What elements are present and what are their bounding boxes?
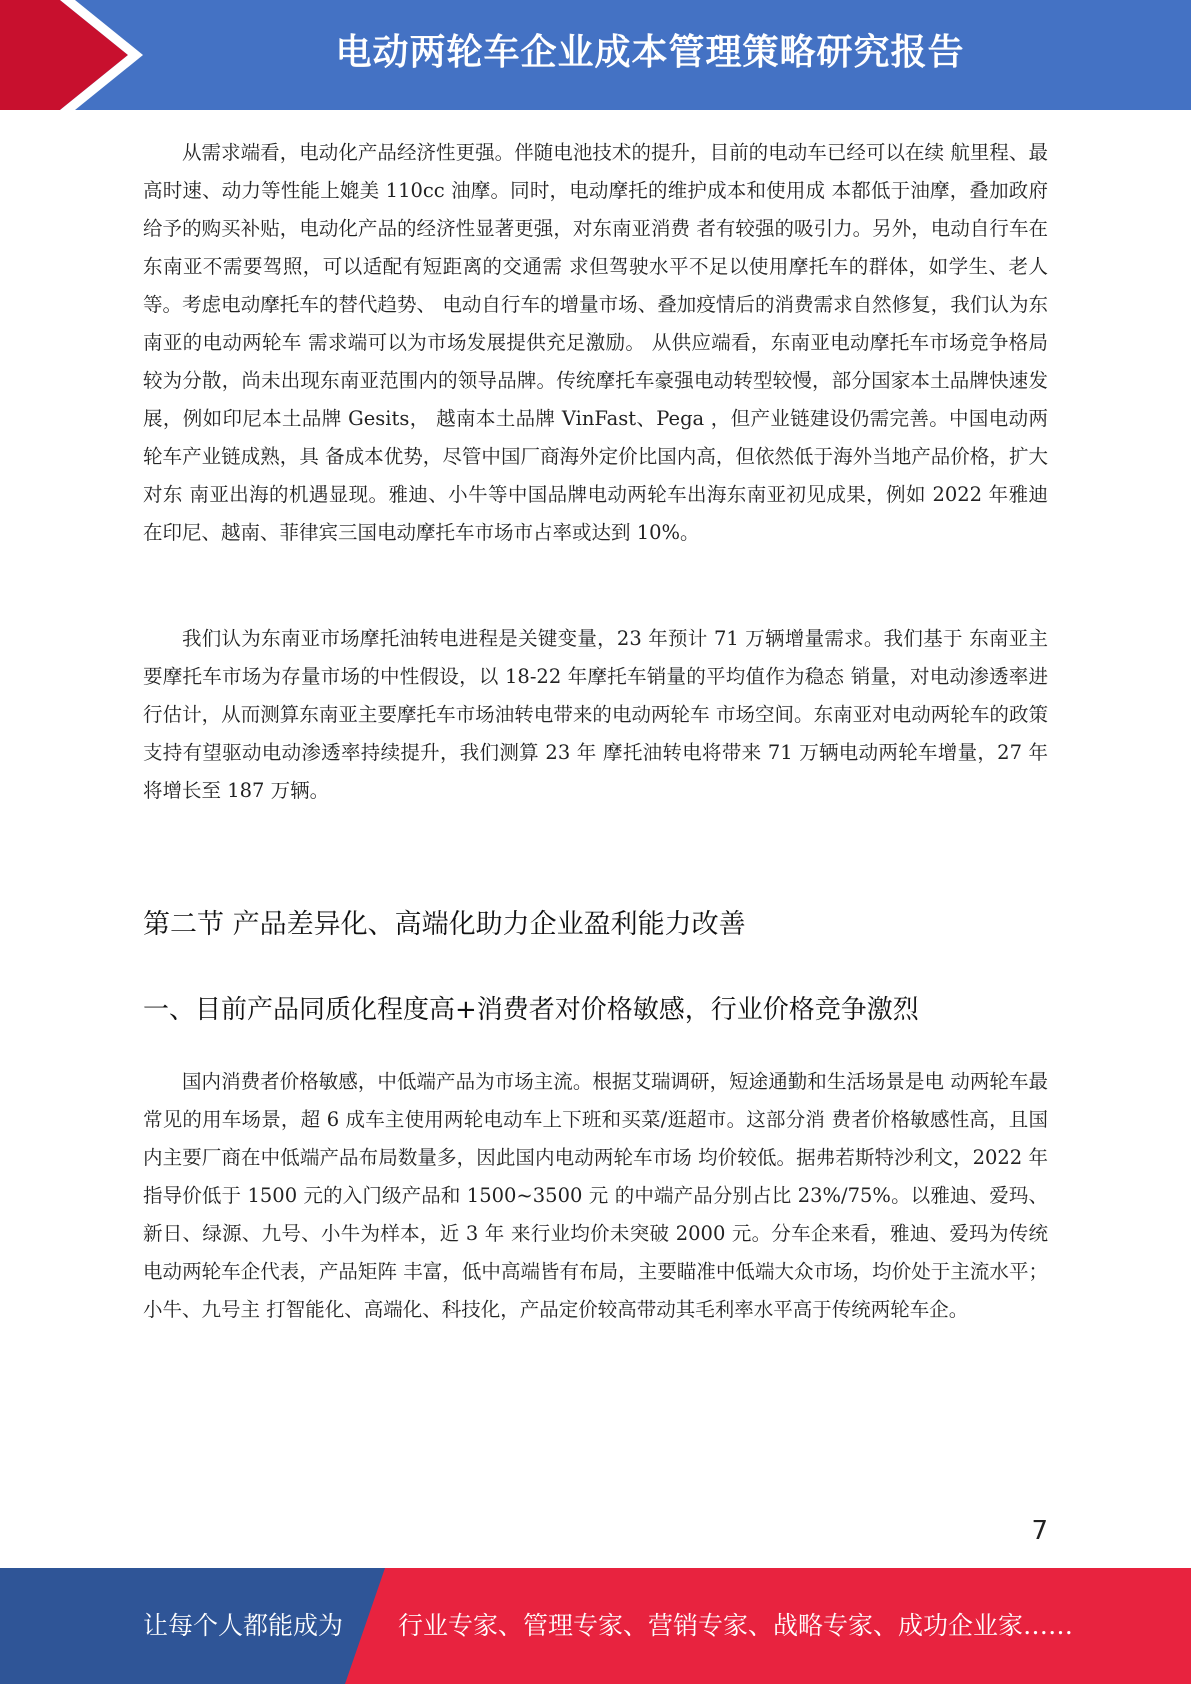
page-footer	[0, 1568, 1191, 1684]
subsection-heading: 一、目前产品同质化程度高+消费者对价格敏感，行业价格竞争激烈	[143, 995, 919, 1025]
report-title: 电动两轮车企业成本管理策略研究报告	[335, 32, 965, 73]
footer-slogan-left: 让每个人都能成为	[143, 1611, 344, 1640]
section-heading: 第二节 产品差异化、高端化助力企业盈利能力改善	[143, 909, 746, 940]
page-number: 7	[1031, 1516, 1048, 1546]
footer-slogan-right: 行业专家、管理专家、营销专家、战略专家、成功企业家……	[398, 1611, 1074, 1640]
page-header	[0, 0, 1191, 110]
paragraph-demand-supply: 从需求端看，电动化产品经济性更强。伴随电池技术的提升，目前的电动车已经可以在续 航里程、最高时速、动力等性能上媲美 110cc 油摩。同时，电动摩托的维护成本和使用成 本都低于油摩，叠加政府给予的购买补贴，电动化产品的经济性显著更强，对东南亚消费 者有较强的吸引力。另外，电动自行车在东南亚不需要驾照，可以适配有短距离的交通需 求但驾驶水平不足以使用摩托车的群体，如学生、老人等。考虑电动摩托车的替代趋势、 电动自行车的增量市场、叠加疫情后的消费需求自然修复，我们认为东南亚的电动两轮车 需求端可以为市场发展提供充足激励。 从供应端看，东南亚电动摩托车市场竞争格局较为分散，尚未出现东南亚范围内的领导品牌。传统摩托车豪强电动转型较慢，部分国家本土品牌快速发展，例如印尼本土品牌 Gesits， 越南本土品牌 VinFast、Pega ，但产业链建设仍需完善。中国电动两轮车产业链成熟，具 备成本优势，尽管中国厂商海外定价比国内高，但依然低于海外当地产品价格，扩大对东 南亚出海的机遇显现。雅迪、小牛等中国品牌电动两轮车出海东南亚初见成果，例如 2022 年雅迪在印尼、越南、菲律宾三国电动摩托车市场市占率或达到 10%。	[143, 141, 1048, 544]
paragraph-price-sensitivity: 国内消费者价格敏感，中低端产品为市场主流。根据艾瑞调研，短途通勤和生活场景是电 动两轮车最常见的用车场景，超 6 成车主使用两轮电动车上下班和买菜/逛超市。这部分消 费者价格敏感性高，且国内主要厂商在中低端产品布局数量多，因此国内电动两轮车市场 均价较低。据弗若斯特沙利文，2022 年指导价低于 1500 元的入门级产品和 1500~3500 元 的中端产品分别占比 23%/75%。以雅迪、爱玛、新日、绿源、九号、小牛为样本，近 3 年 来行业均价未突破 2000 元。分车企来看，雅迪、爱玛为传统电动两轮车企代表，产品矩阵 丰富，低中高端皆有布局，主要瞄准中低端大众市场，均价处于主流水平；小牛、九号主 打智能化、高端化、科技化，产品定价较高带动其毛利率水平高于传统两轮车企。	[143, 1070, 1048, 1321]
paragraph-market-estimate: 我们认为东南亚市场摩托油转电进程是关键变量，23 年预计 71 万辆增量需求。我们基于 东南亚主要摩托车市场为存量市场的中性假设，以 18-22 年摩托车销量的平均值作为稳态 销量，对电动渗透率进行估计，从而测算东南亚主要摩托车市场油转电带来的电动两轮车 市场空间。东南亚对电动两轮车的政策支持有望驱动电动渗透率持续提升，我们测算 23 年 摩托油转电将带来 71 万辆电动两轮车增量，27 年将增长至 187 万辆。	[143, 627, 1048, 802]
